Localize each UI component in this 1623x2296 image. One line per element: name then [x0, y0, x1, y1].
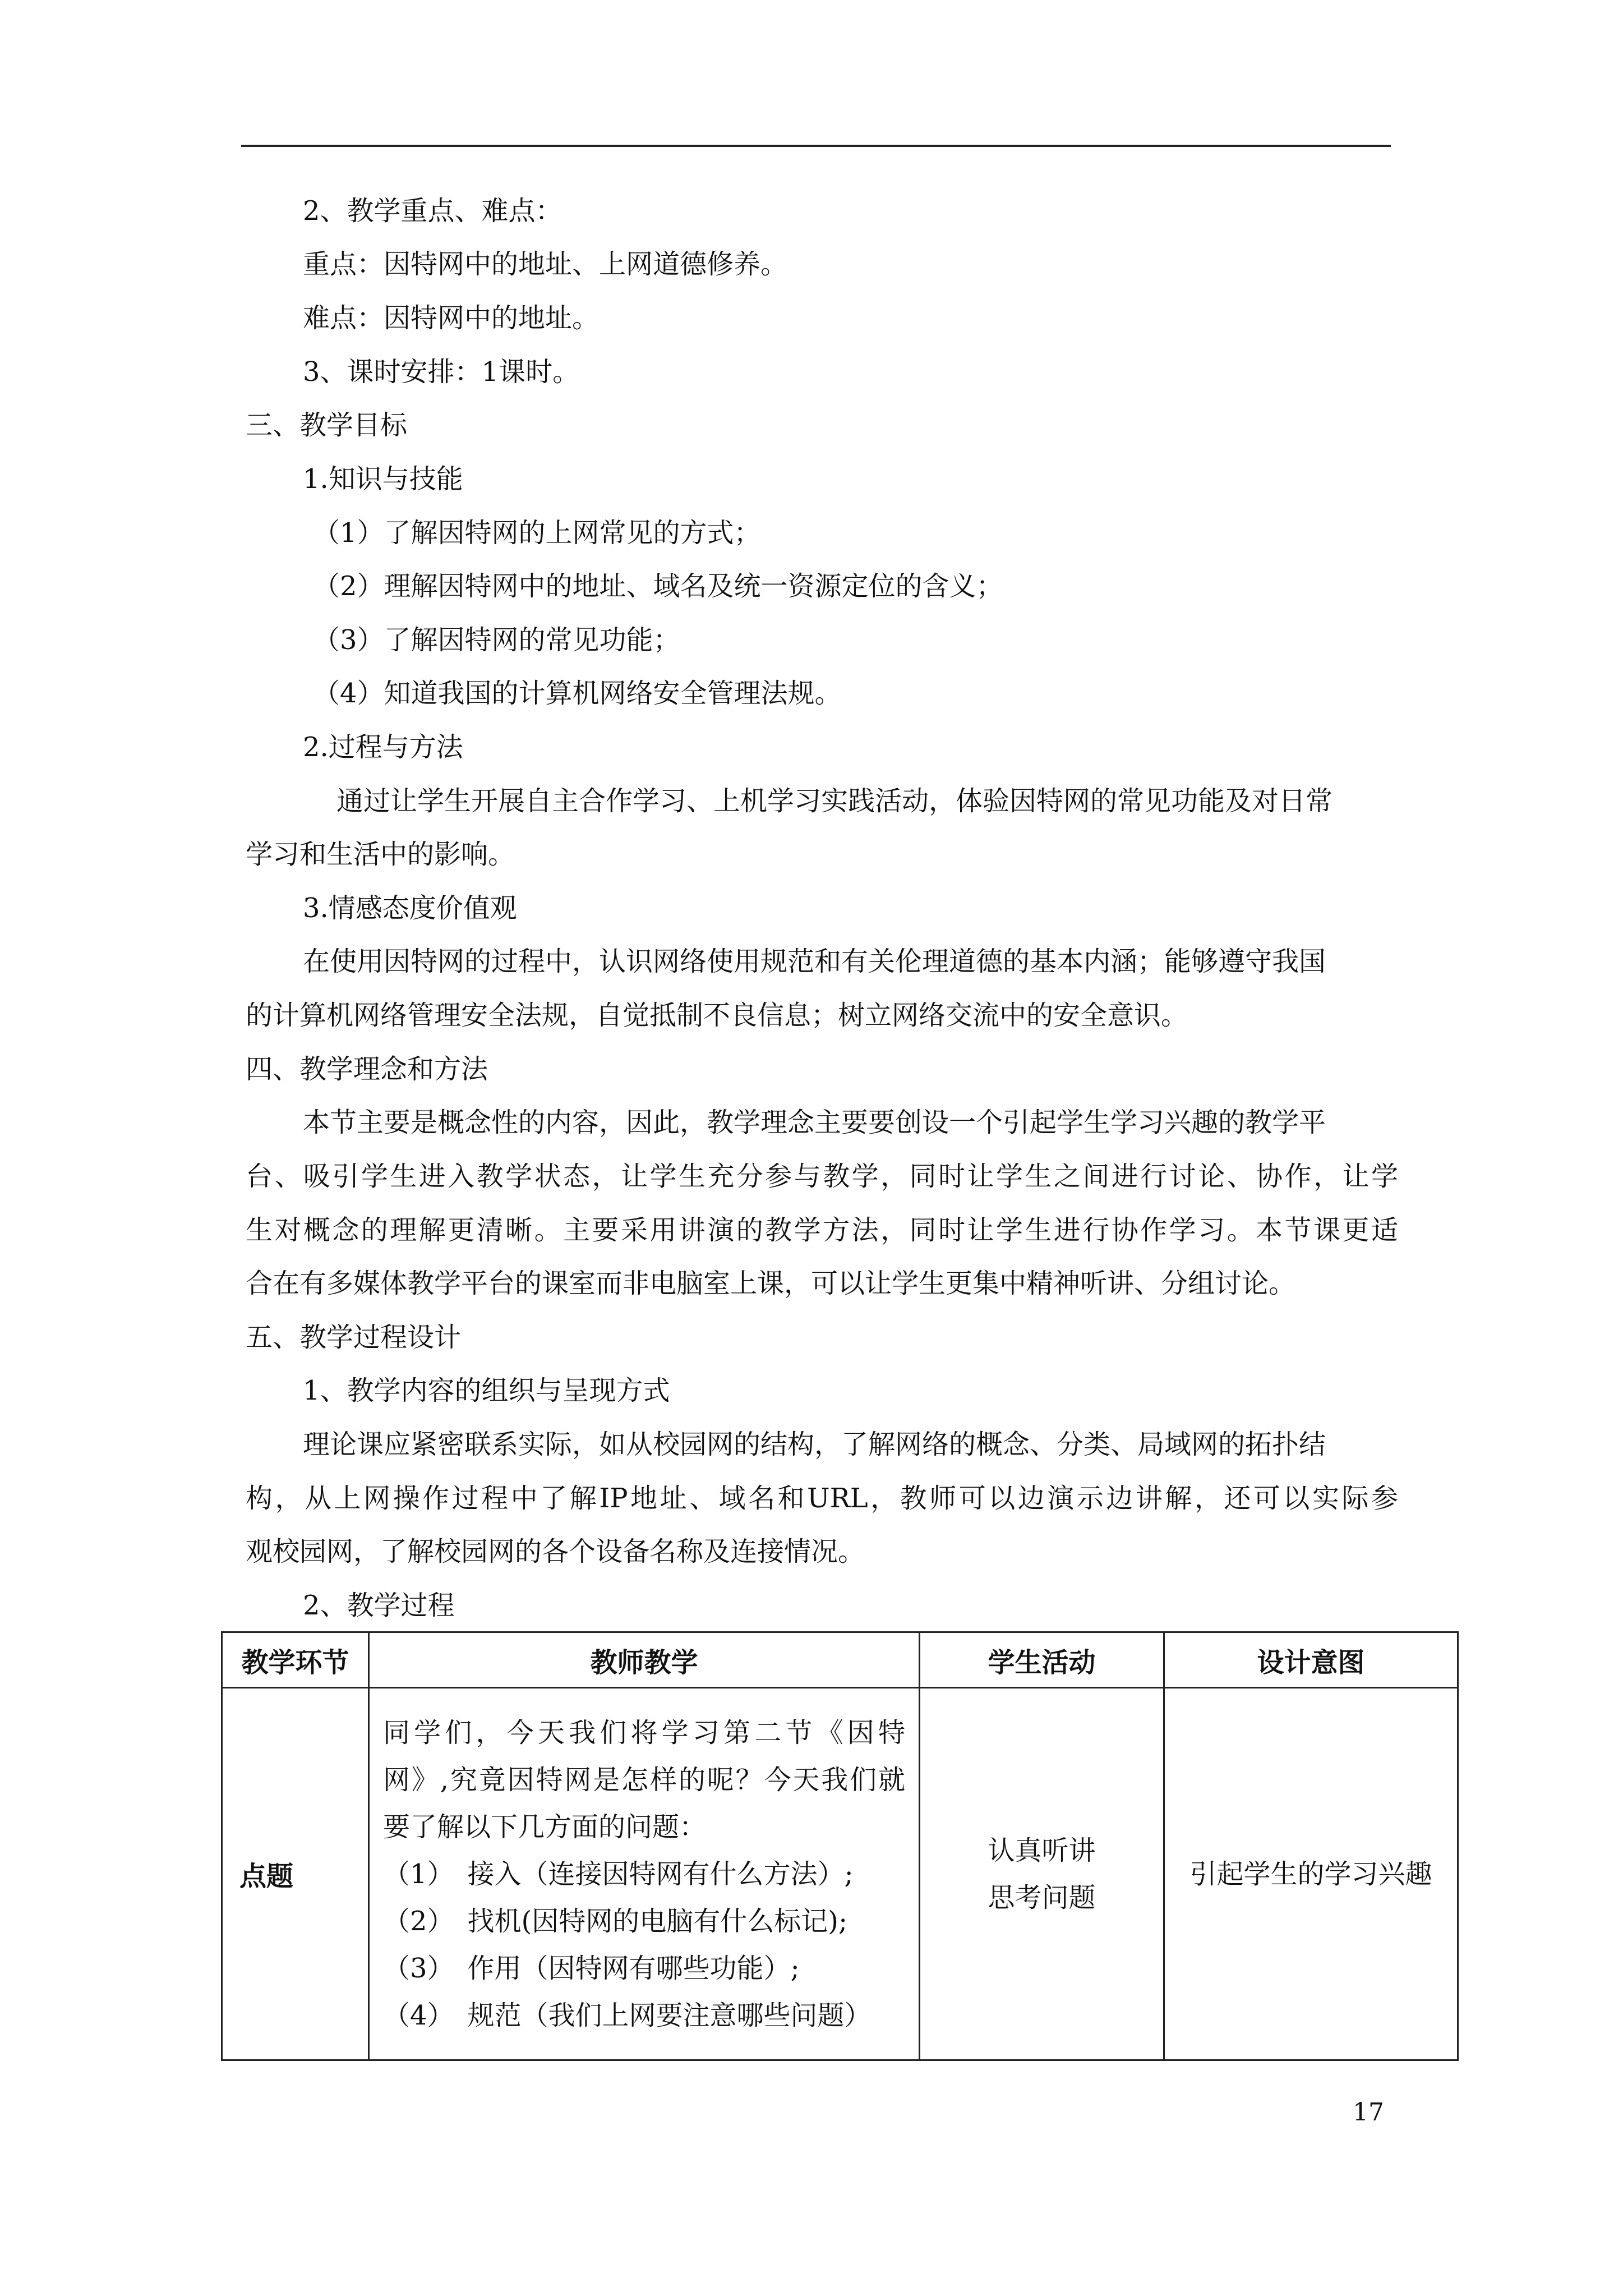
- header-stage: 教学环节: [222, 1632, 369, 1688]
- paragraph-line: 台、吸引学生进入教学状态，让学生充分参与教学，同时让学生之间进行讨论、协作，让学: [246, 1161, 1398, 1192]
- header-teacher: 教师教学: [369, 1632, 920, 1688]
- paragraph-line: 的计算机网络管理安全法规，自觉抵制不良信息；树立网络交流中的安全意识。: [246, 1000, 1188, 1031]
- section-heading: 2、教学重点、难点：: [303, 195, 562, 227]
- cell-teacher: [369, 1688, 920, 2060]
- paragraph-line: 3、课时安排：1课时。: [303, 356, 580, 388]
- header-student: 学生活动: [920, 1632, 1164, 1688]
- table-header-row: [222, 1632, 1458, 1688]
- teacher-line: （1） 接入（连接因特网有什么方法）;: [383, 1858, 854, 1890]
- cell-intent: 引起学生的学习兴趣: [1164, 1688, 1458, 2060]
- student-line: 思考问题: [988, 1881, 1096, 1913]
- teaching-process-table: [221, 1631, 1459, 2061]
- paragraph-line: 在使用因特网的过程中，认识网络使用规范和有关伦理道德的基本内涵；能够遵守我国: [303, 946, 1326, 977]
- subsection-heading: 2、教学过程: [303, 1590, 455, 1621]
- paragraph-line: 通过让学生开展自主合作学习、上机学习实践活动，体验因特网的常见功能及对日常: [336, 785, 1333, 817]
- page-number: 17: [1353, 2098, 1384, 2127]
- subsection-heading: 3.情感态度价值观: [303, 892, 517, 924]
- table-row: [222, 1688, 1458, 2060]
- paragraph-line: 重点：因特网中的地址、上网道德修养。: [303, 249, 788, 280]
- paragraph-line: 观校园网，了解校园网的各个设备名称及连接情况。: [246, 1536, 865, 1567]
- paragraph-line: 构，从上网操作过程中了解IP地址、域名和URL，教师可以边演示边讲解，还可以实际参: [246, 1483, 1398, 1514]
- teacher-line: 同学们，今天我们将学习第二节《因特: [383, 1717, 905, 1749]
- header-rule: [241, 145, 1391, 147]
- list-item: （3）了解因特网的常见功能；: [313, 624, 680, 656]
- student-line: 认真听讲: [988, 1834, 1096, 1866]
- section-heading: 五、教学过程设计: [246, 1322, 462, 1353]
- list-item: （2）理解因特网中的地址、域名及统一资源定位的含义；: [313, 570, 1003, 602]
- paragraph-line: 理论课应紧密联系实际，如从校园网的结构，了解网络的概念、分类、局域网的拓扑结: [303, 1429, 1326, 1460]
- subsection-heading: 1.知识与技能: [303, 463, 463, 495]
- teacher-line: （2） 找机(因特网的电脑有什么标记);: [383, 1905, 848, 1937]
- section-heading: 三、教学目标: [246, 409, 408, 441]
- cell-stage: 点题: [222, 1688, 369, 2060]
- section-heading: 四、教学理念和方法: [246, 1053, 488, 1085]
- paragraph-line: 本节主要是概念性的内容，因此，教学理念主要要创设一个引起学生学习兴趣的教学平: [303, 1107, 1326, 1138]
- paragraph-line: 生对概念的理解更清晰。主要采用讲演的教学方法，同时让学生进行协作学习。本节课更适: [246, 1214, 1398, 1246]
- teacher-line: 要了解以下几方面的问题：: [383, 1811, 707, 1843]
- teacher-line: （4） 规范（我们上网要注意哪些问题）: [383, 1999, 872, 2031]
- list-item: （4）知道我国的计算机网络安全管理法规。: [313, 678, 842, 709]
- subsection-heading: 2.过程与方法: [303, 731, 463, 763]
- paragraph-line: 学习和生活中的影响。: [246, 839, 515, 870]
- paragraph-line: 难点：因特网中的地址。: [303, 302, 600, 334]
- header-intent: 设计意图: [1164, 1632, 1458, 1688]
- paragraph-line: 合在有多媒体教学平台的课室而非电脑室上课，可以让学生更集中精神听讲、分组讨论。: [246, 1268, 1296, 1299]
- list-item: （1）了解因特网的上网常见的方式；: [313, 517, 761, 549]
- teacher-line: 网》,究竟因特网是怎样的呢？今天我们就: [383, 1764, 905, 1796]
- teacher-line: （3） 作用（因特网有哪些功能）;: [383, 1952, 800, 1984]
- subsection-heading: 1、教学内容的组织与呈现方式: [303, 1375, 670, 1406]
- cell-student: [920, 1688, 1164, 2060]
